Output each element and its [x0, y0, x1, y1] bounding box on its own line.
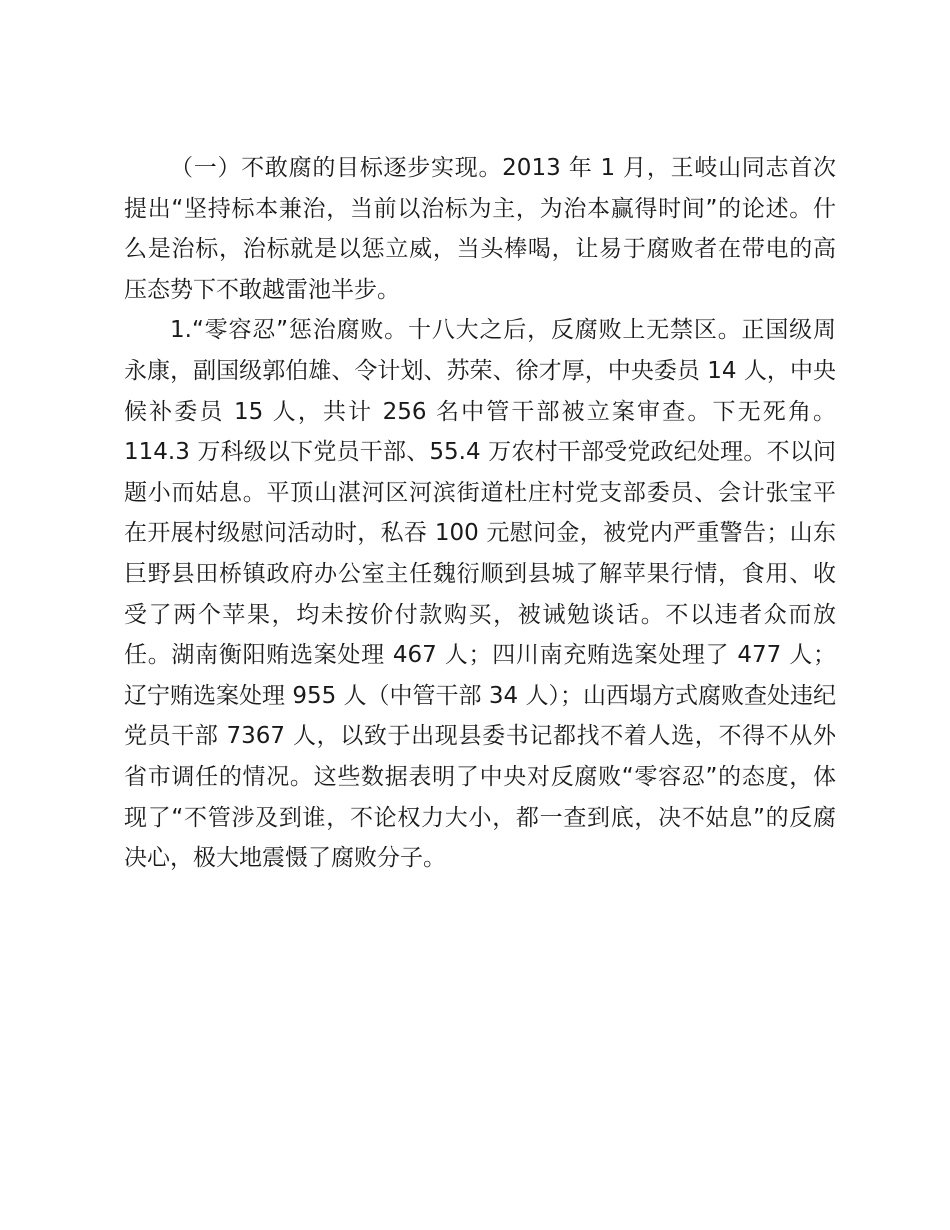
- paragraph-section-heading: （一）不敢腐的目标逐步实现。2013 年 1 月，王岐山同志首次提出“坚持标本兼治，当前以治标为主，为治本赢得时间”的论述。什么是治标，治标就是以惩立威，当头棒喝，让易于腐败者在带电的高压态势下不敢越雷池半步。: [124, 155, 836, 303]
- document-body: [124, 148, 836, 879]
- paragraph-zero-tolerance: 1.“零容忍”惩治腐败。十八大之后，反腐败上无禁区。正国级周永康，副国级郭伯雄、令计划、苏荣、徐才厚，中央委员 14 人，中央候补委员 15 人，共计 256 名中管干部被立案审查。下无死角。114.3 万科级以下党员干部、55.4 万农村干部受党政纪处理。不以问题小而姑息。平顶山湛河区河滨街道杜庄村党支部委员、会计张宝平在开展村级慰问活动时，私吞 100 元慰问金，被党内严重警告；山东巨野县田桥镇政府办公室主任魏衍顺到县城了解苹果行情，食用、收受了两个苹果，均未按价付款购买，被诫勉谈话。不以违者众而放任。湖南衡阳贿选案处理 467 人；四川南充贿选案处理了 477 人；辽宁贿选案处理 955 人（中管干部 34 人）；山西塌方式腐败查处违纪党员干部 7367 人，以致于出现县委书记都找不着人选，不得不从外省市调任的情况。这些数据表明了中央对反腐败“零容忍”的态度，体现了“不管涉及到谁，不论权力大小，都一查到底，决不姑息”的反腐决心，极大地震慑了腐败分子。: [124, 317, 836, 872]
